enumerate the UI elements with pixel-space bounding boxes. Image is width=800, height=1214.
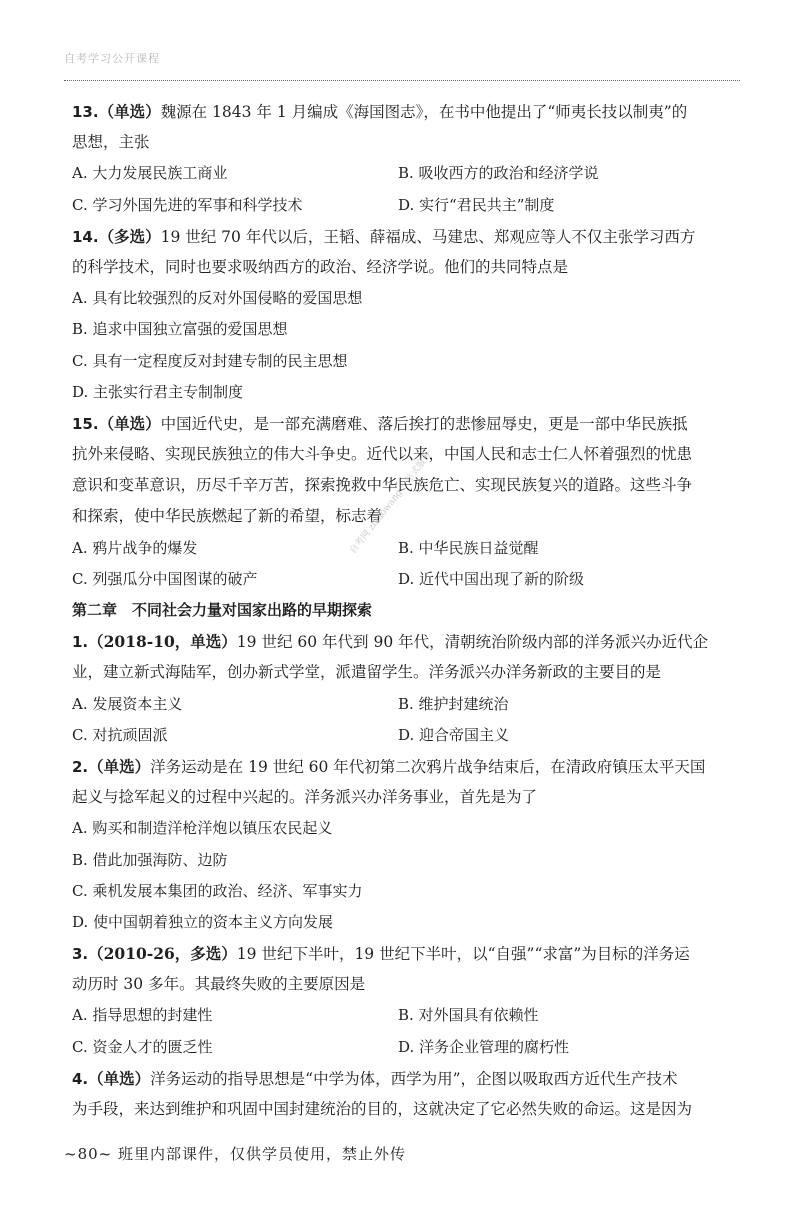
question-number: 1. <box>72 633 89 652</box>
question-15-stem-line-3: 意识和变革意识，历尽千辛万苦，探索挽救中华民族危亡、实现民族复兴的道路。这些斗争 <box>72 476 693 495</box>
watermark: 自考网 zikaowang 一站式服务 <box>348 450 434 557</box>
option-c: C. 资金人才的匮乏性 <box>72 1037 213 1056</box>
option-c: C. 列强瓜分中国图谋的破产 <box>72 569 258 588</box>
question-14-stem-line-1 <box>72 221 740 252</box>
chapter2-question-1-stem-line-2: 业，建立新式海陆军，创办新式学堂，派遣留学生。洋务派兴办洋务新政的主要目的是 <box>72 663 662 682</box>
option-b: B. 吸收西方的政治和经济学说 <box>398 164 599 183</box>
question-15-stem-line-1 <box>72 408 740 439</box>
chapter2-question-2-stem-line-2: 起义与捻军起义的过程中兴起的。洋务派兴办洋务事业，首先是为了 <box>72 788 538 807</box>
option-d: D. 洋务企业管理的腐朽性 <box>398 1037 570 1056</box>
option-a: A. 发展资本主义 <box>72 694 183 713</box>
option-b: B. 借此加强海防、边防 <box>72 850 228 869</box>
question-15-options <box>72 533 740 595</box>
question-type: （单选） <box>98 413 161 433</box>
chapter2-question-2-stem-line-1 <box>72 751 740 782</box>
option-d: D. 主张实行君主专制制度 <box>72 382 244 401</box>
chapter2-question-3-stem-line-2: 动历时 30 多年。其最终失败的主要原因是 <box>72 975 366 994</box>
page-body <box>72 96 740 1125</box>
option-c: C. 乘机发展本集团的政治、经济、军事实力 <box>72 881 363 900</box>
header-divider <box>64 80 740 81</box>
option-d: D. 实行“君民共主”制度 <box>398 195 555 214</box>
question-type: （2018-10，单选） <box>88 632 237 652</box>
question-number: 14. <box>72 227 99 246</box>
question-text: 19 世纪 70 年代以后，王韬、薛福成、马建忠、郑观应等人不仅主张学习西方 <box>160 227 696 246</box>
option-a: A. 鸦片战争的爆发 <box>72 538 198 557</box>
option-c: C. 学习外国先进的军事和科学技术 <box>72 195 303 214</box>
question-text: 洋务运动的指导思想是“中学为体，西学为用”，企图以吸取西方近代生产技术 <box>150 1069 678 1088</box>
question-text: 19 世纪下半叶，19 世纪下半叶，以“自强”“求富”为目标的洋务运 <box>236 945 690 964</box>
option-b: B. 维护封建统治 <box>398 694 509 713</box>
chapter-title: 第二章 不同社会力量对国家出路的早期探索 <box>72 601 373 619</box>
question-number: 2. <box>72 757 89 776</box>
question-type: （单选） <box>88 1068 151 1088</box>
question-13-stem-line-2: 思想，主张 <box>72 133 150 152</box>
option-a: A. 大力发展民族工商业 <box>72 164 228 183</box>
chapter2-question-1-stem-line-1 <box>72 626 740 657</box>
question-number: 4. <box>72 1069 89 1088</box>
question-number: 3. <box>72 945 89 964</box>
question-text: 洋务运动是在 19 世纪 60 年代初第二次鸦片战争结束后，在清政府镇压太平天国 <box>150 757 706 776</box>
option-a: A. 购买和制造洋枪洋炮以镇压农民起义 <box>72 819 333 838</box>
option-b: B. 对外国具有依赖性 <box>398 1006 539 1025</box>
question-13-stem-line-1 <box>72 96 740 127</box>
chapter2-question-4-stem-line-2: 为手段，来达到维护和巩固中国封建统治的目的，这就决定了它必然失败的命运。这是因为 <box>72 1100 693 1118</box>
chapter2-question-4-stem-line-1 <box>72 1063 740 1094</box>
question-type: （2010-26，多选） <box>88 944 237 964</box>
chapter2-question-3-options <box>72 1000 740 1062</box>
question-text: 魏源在 1843 年 1 月编成《海国图志》，在书中他提出了“师夷长技以制夷”的 <box>160 103 688 121</box>
question-type: （多选） <box>98 226 161 246</box>
option-a: A. 指导思想的封建性 <box>72 1006 213 1025</box>
question-type: （单选） <box>88 756 151 776</box>
option-c: C. 对抗顽固派 <box>72 725 168 744</box>
chapter2-question-1-options <box>72 689 740 751</box>
page-footer: ~80~ 班里内部课件，仅供学员使用，禁止外传 <box>64 1145 406 1163</box>
option-d: D. 迎合帝国主义 <box>398 725 510 744</box>
chapter2-question-3-stem-line-1 <box>72 938 740 969</box>
option-a: A. 具有比较强烈的反对外国侵略的爱国思想 <box>72 289 363 308</box>
option-d: D. 使中国朝着独立的资本主义方向发展 <box>72 912 334 931</box>
question-14-stem-line-2: 的科学技术，同时也要求吸纳西方的政治、经济学说。他们的共同特点是 <box>72 257 569 276</box>
option-b: B. 中华民族日益觉醒 <box>398 538 539 557</box>
question-number: 13. <box>72 103 99 121</box>
option-c: C. 具有一定程度反对封建专制的民主思想 <box>72 351 348 370</box>
option-b: B. 追求中国独立富强的爱国思想 <box>72 320 288 339</box>
question-15-stem-line-4: 和探索，使中华民族燃起了新的希望，标志着 <box>72 507 383 526</box>
question-15-stem-line-2: 抗外来侵略、实现民族独立的伟大斗争史。近代以来，中国人民和志士仁人怀着强烈的忧患 <box>72 445 693 464</box>
question-13-options <box>72 158 740 220</box>
question-type: （单选） <box>98 102 161 121</box>
page-header: 自考学习公开课程 <box>64 52 160 65</box>
question-number: 15. <box>72 414 99 433</box>
question-text: 19 世纪 60 年代到 90 年代，清朝统治阶级内部的洋务派兴办近代企 <box>236 633 709 652</box>
option-d: D. 近代中国出现了新的阶级 <box>398 569 585 588</box>
question-text: 中国近代史，是一部充满磨难、落后挨打的悲惨屈辱史，更是一部中华民族抵 <box>160 414 688 433</box>
